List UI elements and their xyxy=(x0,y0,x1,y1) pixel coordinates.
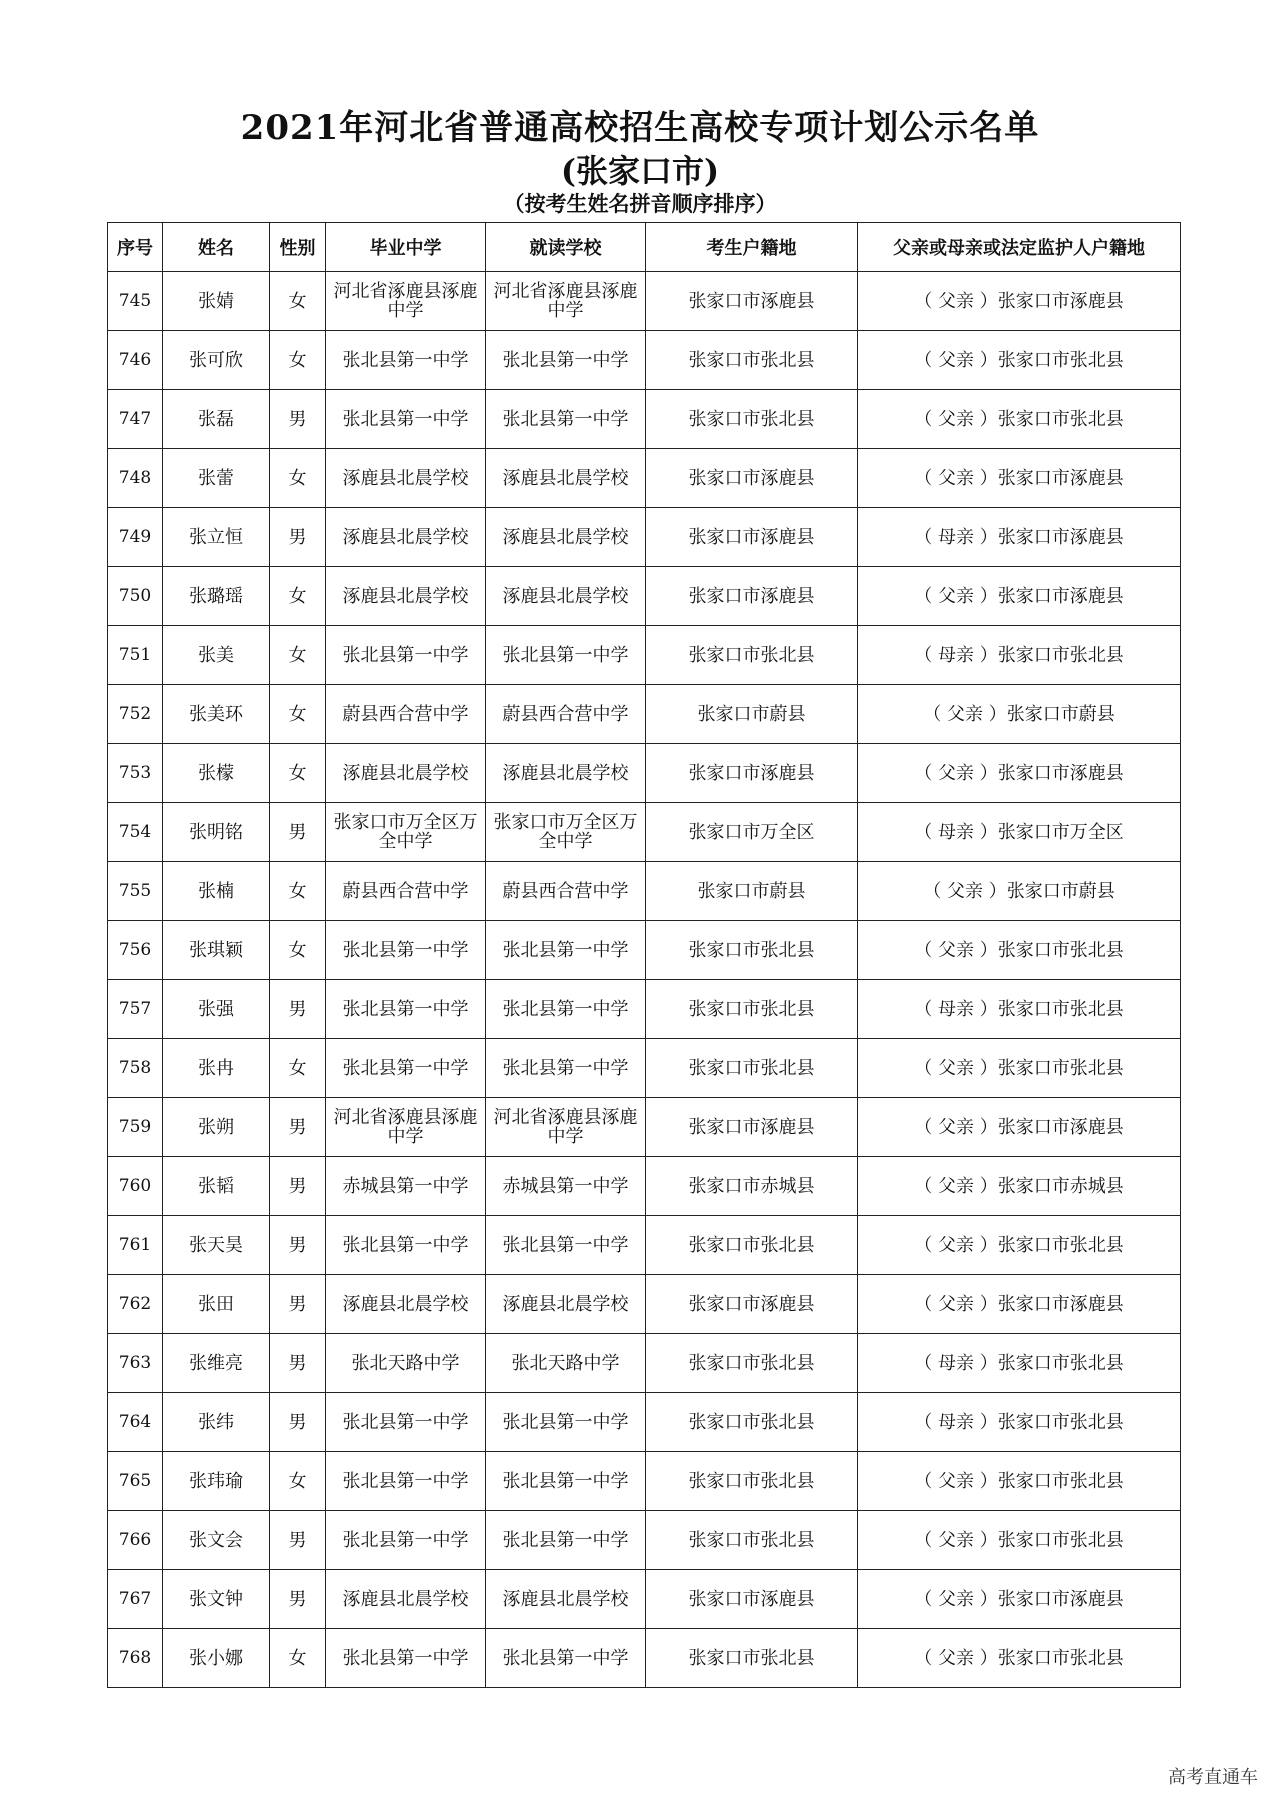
cell-student-hukou: 张家口市张北县 xyxy=(646,980,858,1039)
cell-guardian-hukou: （ 父亲 ）张家口市涿鹿县 xyxy=(858,744,1181,803)
cell-student-hukou: 张家口市张北县 xyxy=(646,1629,858,1688)
cell-guardian-hukou: （ 父亲 ）张家口市张北县 xyxy=(858,331,1181,390)
table-row xyxy=(108,803,1181,862)
page-subtitle: (张家口市) xyxy=(560,152,720,190)
cell-seq: 759 xyxy=(108,1098,163,1157)
cell-gender: 男 xyxy=(270,1275,326,1334)
table-row xyxy=(108,567,1181,626)
column-header: 毕业中学 xyxy=(326,223,486,272)
table-row xyxy=(108,390,1181,449)
cell-gender: 男 xyxy=(270,980,326,1039)
cell-graduation-school: 张北县第一中学 xyxy=(326,1039,486,1098)
cell-gender: 男 xyxy=(270,1393,326,1452)
cell-current-school: 张北县第一中学 xyxy=(486,1393,646,1452)
cell-graduation-school: 蔚县西合营中学 xyxy=(326,685,486,744)
table-row xyxy=(108,272,1181,331)
cell-name: 张小娜 xyxy=(163,1629,270,1688)
table-row xyxy=(108,508,1181,567)
cell-graduation-school: 张北县第一中学 xyxy=(326,1629,486,1688)
cell-current-school: 蔚县西合营中学 xyxy=(486,685,646,744)
cell-name: 张韬 xyxy=(163,1157,270,1216)
cell-seq: 756 xyxy=(108,921,163,980)
cell-gender: 男 xyxy=(270,1157,326,1216)
cell-gender: 女 xyxy=(270,1629,326,1688)
cell-guardian-hukou: （ 父亲 ）张家口市涿鹿县 xyxy=(858,1275,1181,1334)
table-row xyxy=(108,685,1181,744)
cell-graduation-school: 张北县第一中学 xyxy=(326,1216,486,1275)
cell-guardian-hukou: （ 母亲 ）张家口市涿鹿县 xyxy=(858,508,1181,567)
table-row xyxy=(108,862,1181,921)
cell-gender: 男 xyxy=(270,1570,326,1629)
cell-current-school: 张北县第一中学 xyxy=(486,626,646,685)
cell-student-hukou: 张家口市赤城县 xyxy=(646,1157,858,1216)
table-row xyxy=(108,1452,1181,1511)
cell-graduation-school: 张北县第一中学 xyxy=(326,1511,486,1570)
cell-graduation-school: 张家口市万全区万全中学 xyxy=(326,803,486,862)
cell-seq: 745 xyxy=(108,272,163,331)
cell-seq: 768 xyxy=(108,1629,163,1688)
cell-gender: 男 xyxy=(270,508,326,567)
cell-guardian-hukou: （ 母亲 ）张家口市张北县 xyxy=(858,1334,1181,1393)
table-row xyxy=(108,1629,1181,1688)
cell-student-hukou: 张家口市张北县 xyxy=(646,1216,858,1275)
column-header: 姓名 xyxy=(163,223,270,272)
cell-seq: 754 xyxy=(108,803,163,862)
cell-current-school: 涿鹿县北晨学校 xyxy=(486,449,646,508)
cell-guardian-hukou: （ 父亲 ）张家口市张北县 xyxy=(858,1452,1181,1511)
table-row xyxy=(108,1157,1181,1216)
table-row xyxy=(108,744,1181,803)
cell-seq: 749 xyxy=(108,508,163,567)
cell-guardian-hukou: （ 父亲 ）张家口市赤城县 xyxy=(858,1157,1181,1216)
cell-graduation-school: 张北天路中学 xyxy=(326,1334,486,1393)
cell-graduation-school: 张北县第一中学 xyxy=(326,1393,486,1452)
column-header: 考生户籍地 xyxy=(646,223,858,272)
cell-student-hukou: 张家口市涿鹿县 xyxy=(646,1275,858,1334)
cell-student-hukou: 张家口市张北县 xyxy=(646,1393,858,1452)
cell-current-school: 张北县第一中学 xyxy=(486,1629,646,1688)
cell-current-school: 张北县第一中学 xyxy=(486,1452,646,1511)
cell-student-hukou: 张家口市蔚县 xyxy=(646,862,858,921)
column-header: 序号 xyxy=(108,223,163,272)
column-header: 就读学校 xyxy=(486,223,646,272)
cell-guardian-hukou: （ 父亲 ）张家口市蔚县 xyxy=(858,862,1181,921)
cell-graduation-school: 涿鹿县北晨学校 xyxy=(326,1570,486,1629)
cell-seq: 748 xyxy=(108,449,163,508)
cell-seq: 746 xyxy=(108,331,163,390)
cell-guardian-hukou: （ 父亲 ）张家口市涿鹿县 xyxy=(858,567,1181,626)
cell-guardian-hukou: （ 父亲 ）张家口市张北县 xyxy=(858,1039,1181,1098)
cell-name: 张文会 xyxy=(163,1511,270,1570)
cell-current-school: 河北省涿鹿县涿鹿中学 xyxy=(486,272,646,331)
cell-guardian-hukou: （ 母亲 ）张家口市张北县 xyxy=(858,626,1181,685)
cell-seq: 762 xyxy=(108,1275,163,1334)
cell-seq: 751 xyxy=(108,626,163,685)
column-header: 父亲或母亲或法定监护人户籍地 xyxy=(858,223,1181,272)
cell-graduation-school: 张北县第一中学 xyxy=(326,390,486,449)
cell-name: 张维亮 xyxy=(163,1334,270,1393)
cell-gender: 女 xyxy=(270,685,326,744)
cell-name: 张田 xyxy=(163,1275,270,1334)
table-row xyxy=(108,449,1181,508)
cell-graduation-school: 张北县第一中学 xyxy=(326,626,486,685)
cell-student-hukou: 张家口市张北县 xyxy=(646,1511,858,1570)
table-row xyxy=(108,626,1181,685)
cell-graduation-school: 张北县第一中学 xyxy=(326,1452,486,1511)
cell-name: 张文钟 xyxy=(163,1570,270,1629)
cell-guardian-hukou: （ 母亲 ）张家口市张北县 xyxy=(858,1393,1181,1452)
cell-seq: 758 xyxy=(108,1039,163,1098)
cell-name: 张婧 xyxy=(163,272,270,331)
cell-guardian-hukou: （ 母亲 ）张家口市张北县 xyxy=(858,980,1181,1039)
cell-student-hukou: 张家口市涿鹿县 xyxy=(646,1098,858,1157)
cell-name: 张天昊 xyxy=(163,1216,270,1275)
cell-current-school: 张北县第一中学 xyxy=(486,980,646,1039)
cell-gender: 男 xyxy=(270,1098,326,1157)
table-header-row xyxy=(108,223,1181,272)
cell-name: 张楠 xyxy=(163,862,270,921)
cell-name: 张玮瑜 xyxy=(163,1452,270,1511)
cell-graduation-school: 涿鹿县北晨学校 xyxy=(326,567,486,626)
table-row xyxy=(108,1275,1181,1334)
cell-seq: 753 xyxy=(108,744,163,803)
cell-seq: 767 xyxy=(108,1570,163,1629)
cell-gender: 女 xyxy=(270,331,326,390)
cell-current-school: 涿鹿县北晨学校 xyxy=(486,1275,646,1334)
table-row xyxy=(108,1098,1181,1157)
cell-guardian-hukou: （ 父亲 ）张家口市涿鹿县 xyxy=(858,1570,1181,1629)
cell-gender: 女 xyxy=(270,1452,326,1511)
cell-gender: 女 xyxy=(270,862,326,921)
cell-seq: 763 xyxy=(108,1334,163,1393)
cell-graduation-school: 赤城县第一中学 xyxy=(326,1157,486,1216)
cell-seq: 760 xyxy=(108,1157,163,1216)
cell-current-school: 涿鹿县北晨学校 xyxy=(486,1570,646,1629)
cell-guardian-hukou: （ 父亲 ）张家口市涿鹿县 xyxy=(858,1098,1181,1157)
table-body xyxy=(108,272,1181,1688)
table-row xyxy=(108,1511,1181,1570)
table-row xyxy=(108,921,1181,980)
cell-seq: 752 xyxy=(108,685,163,744)
cell-graduation-school: 涿鹿县北晨学校 xyxy=(326,744,486,803)
cell-gender: 女 xyxy=(270,567,326,626)
table-row xyxy=(108,1334,1181,1393)
cell-current-school: 张北县第一中学 xyxy=(486,331,646,390)
cell-guardian-hukou: （ 父亲 ）张家口市张北县 xyxy=(858,1216,1181,1275)
cell-gender: 女 xyxy=(270,744,326,803)
cell-name: 张琪颖 xyxy=(163,921,270,980)
cell-student-hukou: 张家口市张北县 xyxy=(646,331,858,390)
cell-name: 张明铭 xyxy=(163,803,270,862)
cell-graduation-school: 涿鹿县北晨学校 xyxy=(326,508,486,567)
cell-seq: 757 xyxy=(108,980,163,1039)
cell-current-school: 张北县第一中学 xyxy=(486,1511,646,1570)
cell-seq: 750 xyxy=(108,567,163,626)
cell-seq: 761 xyxy=(108,1216,163,1275)
cell-name: 张朔 xyxy=(163,1098,270,1157)
cell-current-school: 蔚县西合营中学 xyxy=(486,862,646,921)
cell-current-school: 张北县第一中学 xyxy=(486,1039,646,1098)
cell-graduation-school: 张北县第一中学 xyxy=(326,921,486,980)
page-title: 2021年河北省普通高校招生高校专项计划公示名单 xyxy=(240,108,1040,148)
cell-student-hukou: 张家口市张北县 xyxy=(646,1334,858,1393)
cell-student-hukou: 张家口市涿鹿县 xyxy=(646,744,858,803)
cell-student-hukou: 张家口市张北县 xyxy=(646,1452,858,1511)
table-row xyxy=(108,980,1181,1039)
cell-gender: 女 xyxy=(270,921,326,980)
cell-guardian-hukou: （ 父亲 ）张家口市涿鹿县 xyxy=(858,449,1181,508)
table-row xyxy=(108,1393,1181,1452)
cell-name: 张冉 xyxy=(163,1039,270,1098)
cell-current-school: 河北省涿鹿县涿鹿中学 xyxy=(486,1098,646,1157)
cell-current-school: 涿鹿县北晨学校 xyxy=(486,567,646,626)
cell-guardian-hukou: （ 父亲 ）张家口市张北县 xyxy=(858,1629,1181,1688)
cell-seq: 765 xyxy=(108,1452,163,1511)
cell-gender: 女 xyxy=(270,1039,326,1098)
table-row xyxy=(108,1216,1181,1275)
cell-student-hukou: 张家口市张北县 xyxy=(646,921,858,980)
cell-graduation-school: 河北省涿鹿县涿鹿中学 xyxy=(326,1098,486,1157)
cell-student-hukou: 张家口市张北县 xyxy=(646,390,858,449)
cell-graduation-school: 张北县第一中学 xyxy=(326,980,486,1039)
cell-name: 张檬 xyxy=(163,744,270,803)
watermark: 高考直通车 xyxy=(1168,1767,1258,1788)
cell-name: 张立恒 xyxy=(163,508,270,567)
cell-student-hukou: 张家口市张北县 xyxy=(646,1039,858,1098)
cell-student-hukou: 张家口市万全区 xyxy=(646,803,858,862)
cell-graduation-school: 涿鹿县北晨学校 xyxy=(326,449,486,508)
cell-guardian-hukou: （ 母亲 ）张家口市万全区 xyxy=(858,803,1181,862)
cell-gender: 男 xyxy=(270,803,326,862)
cell-student-hukou: 张家口市涿鹿县 xyxy=(646,272,858,331)
cell-guardian-hukou: （ 父亲 ）张家口市张北县 xyxy=(858,921,1181,980)
table-row xyxy=(108,1570,1181,1629)
cell-current-school: 张北县第一中学 xyxy=(486,390,646,449)
cell-name: 张强 xyxy=(163,980,270,1039)
cell-name: 张璐瑶 xyxy=(163,567,270,626)
cell-seq: 764 xyxy=(108,1393,163,1452)
cell-gender: 女 xyxy=(270,272,326,331)
cell-current-school: 涿鹿县北晨学校 xyxy=(486,744,646,803)
cell-graduation-school: 涿鹿县北晨学校 xyxy=(326,1275,486,1334)
column-header: 性别 xyxy=(270,223,326,272)
roster-table xyxy=(107,222,1181,1688)
cell-current-school: 张北天路中学 xyxy=(486,1334,646,1393)
cell-current-school: 张北县第一中学 xyxy=(486,1216,646,1275)
cell-graduation-school: 河北省涿鹿县涿鹿中学 xyxy=(326,272,486,331)
cell-gender: 男 xyxy=(270,390,326,449)
cell-gender: 男 xyxy=(270,1511,326,1570)
cell-current-school: 张北县第一中学 xyxy=(486,921,646,980)
cell-gender: 女 xyxy=(270,626,326,685)
cell-guardian-hukou: （ 父亲 ）张家口市涿鹿县 xyxy=(858,272,1181,331)
cell-guardian-hukou: （ 父亲 ）张家口市张北县 xyxy=(858,1511,1181,1570)
cell-guardian-hukou: （ 父亲 ）张家口市张北县 xyxy=(858,390,1181,449)
table-row xyxy=(108,1039,1181,1098)
cell-current-school: 张家口市万全区万全中学 xyxy=(486,803,646,862)
table-row xyxy=(108,331,1181,390)
cell-student-hukou: 张家口市涿鹿县 xyxy=(646,508,858,567)
cell-gender: 男 xyxy=(270,1334,326,1393)
cell-graduation-school: 张北县第一中学 xyxy=(326,331,486,390)
cell-seq: 755 xyxy=(108,862,163,921)
sort-note: （按考生姓名拼音顺序排序） xyxy=(503,191,777,216)
cell-seq: 747 xyxy=(108,390,163,449)
cell-current-school: 涿鹿县北晨学校 xyxy=(486,508,646,567)
cell-name: 张蕾 xyxy=(163,449,270,508)
cell-guardian-hukou: （ 父亲 ）张家口市蔚县 xyxy=(858,685,1181,744)
cell-student-hukou: 张家口市张北县 xyxy=(646,626,858,685)
cell-student-hukou: 张家口市蔚县 xyxy=(646,685,858,744)
cell-gender: 女 xyxy=(270,449,326,508)
cell-name: 张可欣 xyxy=(163,331,270,390)
cell-gender: 男 xyxy=(270,1216,326,1275)
cell-student-hukou: 张家口市涿鹿县 xyxy=(646,449,858,508)
cell-current-school: 赤城县第一中学 xyxy=(486,1157,646,1216)
cell-student-hukou: 张家口市涿鹿县 xyxy=(646,1570,858,1629)
cell-name: 张美 xyxy=(163,626,270,685)
cell-name: 张磊 xyxy=(163,390,270,449)
cell-student-hukou: 张家口市涿鹿县 xyxy=(646,567,858,626)
cell-name: 张美环 xyxy=(163,685,270,744)
cell-graduation-school: 蔚县西合营中学 xyxy=(326,862,486,921)
cell-name: 张纬 xyxy=(163,1393,270,1452)
cell-seq: 766 xyxy=(108,1511,163,1570)
